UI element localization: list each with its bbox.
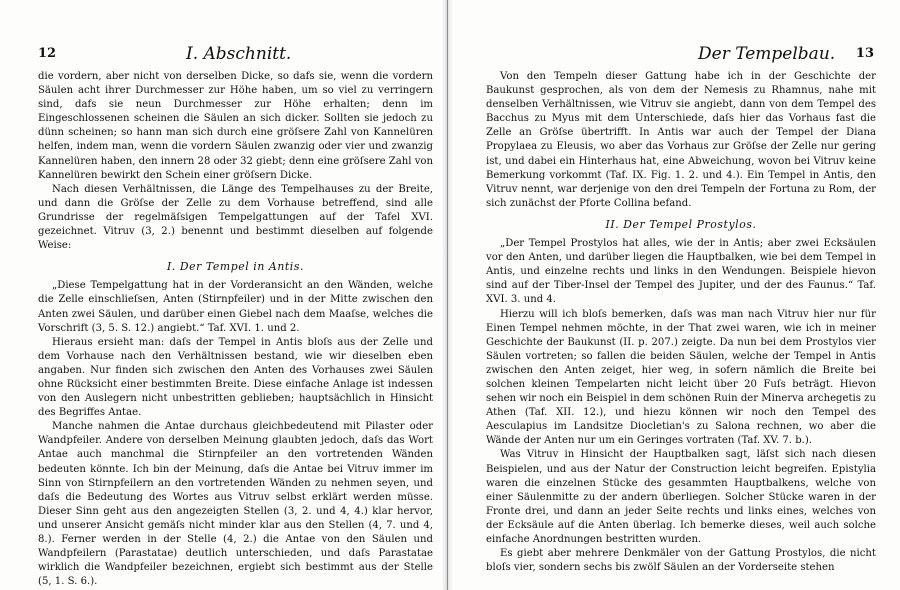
section-heading-tempel-in-antis: I. Der Tempel in Antis. [166, 260, 305, 274]
right-page [448, 0, 900, 590]
right-running-title: Der Tempelbau. [698, 44, 836, 64]
right-page-number: 13 [855, 46, 874, 61]
right-section-paragraph-2: Hierzu will ich bloſs bemerken, daſs was man nach Vitruv hier nur für Einen Tempel nehmen möchte, in der That zwei waren, wie ich in meiner Geschichte der Baukunst (II. p. 207.) zeigte. Da nun bei dem Prostylos vier Säulen vortreten; so fallen die beiden Säulen, welche der Tempel in Antis zwischen den Anten zeiget, hier weg, in sofern nämlich die Breite bei solchen kleinen Tempelarten nicht leicht über 20 Fuſs beträgt. Hievon sehen wir noch ein Beispiel in dem schönen Ruin der Minerva archegetis zu Athen (Taf. XII. 12.), und hiezu können wir noch den Tempel des Aesculapius im Landsitze Diocletian's zu Salona rechnen, wo aber die Wände der Anten nur um ein Geringes vortraten (Taf. XV. 7. b.). [486, 308, 876, 447]
right-section-paragraph-4: Es giebt aber mehrere Denkmäler von der Gattung Prostylos, die nicht bloſs vier, sondern sechs bis zwölf Säulen an der Vorderseite stehen [486, 548, 876, 574]
right-section-paragraph-1: „Der Tempel Prostylos hat alles, wie der in Antis; aber zwei Ecksäulen vor den Anten, und darüber liegen die Hauptbalken, wie bei dem Tempel in Antis, und einzelne rechts und links in den Wendungen. Beispiele hievon sind auf der Tiber-Insel der Tempel des Jupiter, und der des Faunus.“ Taf. XVI. 3. und 4. [486, 238, 876, 306]
left-page-body [38, 70, 433, 589]
left-page-number: 12 [38, 46, 57, 61]
right-section-paragraph-3: Was Vitruv in Hinsicht der Hauptbalken sagt, läſst sich nach diesen Beispielen, und aus der Natur der Construction leicht begreifen. Epistylia waren die einzelnen Stücke des gesammten Hauptbalkens, welche von einer Säulenmitte zu der andern überliegen. Solcher Stücke waren in der Fronte drei, und dann an jeder Seite rechts und links eines, welches von der Ecksäule auf die Anten überlag. Ich bemerke dieses, weil auch solche einfache Anordnungen bestritten wurden. [486, 449, 876, 545]
left-section-paragraph-1: „Diese Tempelgattung hat in der Vorderansicht an den Wänden, welche die Zelle einschlieſsen, Anten (Stirnpfeiler) und in der Mitte zwischen den Anten zwei Säulen, und darüber einen Giebel nach dem Maaſse, welches die Vorschrift (3, 5. S. 12.) angiebt.“ Taf. XVI. 1. und 2. [38, 280, 433, 334]
left-page [0, 0, 448, 590]
left-paragraph-1: die vordern, aber nicht von derselben Dicke, so dafs sie, wenn die vordern Säulen acht ihrer Durchmesser zur Höhe haben, um so viel zu verringern sind, dafs sie neun Durchmesser zur Höhe erhalten; denn im Eingeschlossenen scheinen die Säulen an sich dicker. Sollten sie jedoch zu dünn scheinen; so hann man sich durch eine gröſsere Zahl von Kannelüren helfen, indem man, wenn die vordern Säulen zwanzig oder vier und zwanzig Kannelüren haben, den innern 28 oder 32 giebt; denn eine gröſsere Zahl von Kannelüren bewirkt den Schein einer gröſsern Dicke. [38, 71, 434, 181]
right-page-header [486, 46, 876, 64]
left-paragraph-2: Nach diesen Verhältnissen, die Länge des Tempelhauses zu der Breite, und dann die Gröſse der Zelle zu dem Vorhause betreffend, sind alle Grundrisse der regelmäſsigen Tempelgattungen auf der Tafel XVI. gezeichnet. Vitruv (3, 2.) benennt und bestimmt dieselben auf folgende Weise: [38, 183, 433, 252]
right-paragraph-1: Von den Tempeln dieser Gattung habe ich in der Geschichte der Baukunst gesprochen, als von dem der Nemesis zu Rhamnus, nahe mit denselben Verhältnissen, wie Vitruv sie angiebt, dann von dem Tempel des Bacchus zu Myus mit dem Unterschiede, daſs hier das Vorhaus fast die Zelle an Gröſse übertrifft. In Antis war auch der Tempel der Diana Propylaea zu Eleusis, wo aber das Vorhaus zur Gröſse der Zelle nur gering ist, und dabei ein Hinterhaus hat, eine Abweichung, wovon bei Vitruv keine Bemerkung vorkommt (Taf. IX. Fig. 1. 2. und 4.). Ein Tempel in Antis, den Vitruv nennt, war derjenige von den drei Tempeln der Fortuna zu Rom, der sich zunächst der Pforte Collina befand. [486, 71, 876, 209]
left-page-header [38, 46, 433, 64]
section-heading-tempel-prostylos: II. Der Tempel Prostylos. [605, 217, 757, 231]
left-running-title: I. Abschnitt. [186, 44, 292, 64]
right-page-gutter-shadow [448, 0, 453, 590]
left-page-gutter-shadow [442, 0, 447, 590]
left-section-paragraph-2: Hieraus ersieht man: daſs der Tempel in Antis bloſs aus der Zelle und dem Vorhause nach den Verhältnissen bestand, wie wir dieselben eben angaben. Nur finden sich zwischen den Anten des Vorhauses zwei Säulen ohne Rücksicht einer bestimmten Breite. Diese einfache Anlage ist indessen von den Auslegern nicht unbestritten geblieben; hauptsächlich in Hinsicht des Begriffes Antae. [38, 336, 433, 419]
left-section-paragraph-3: Manche nahmen die Antae durchaus gleichbedeutend mit Pilaster oder Wandpfeiler. Andere von derselben Meinung glaubten jedoch, daſs das Wort Antae auch manchmal die Stirnpfeiler an den vortretenden Wänden bedeuten könnte. Ich bin der Meinung, daſs die Antae bei Vitruv immer im Sinn von Stirnpfeilern an den vortretenden Wänden zu nehmen seyen, und daſs die Bedeutung des Wortes aus Vitruv selbst erklärt werden müsse. Dieser Sinn geht aus den angezeigten Stellen (3, 2. und 4, 4.) klar hervor, und unserer Ansicht gemäſs nicht minder klar aus den Stellen (4, 7. und 4, 8.). Ferner werden in der Stelle (4, 2.) die Antae von den Säulen und Wandpfeilern (Parastatae) deutlich unterschieden, und daſs Parastatae wirklich die Wandpfeiler bezeichnen, ergiebt sich bestimmt aus der Stelle (5, 1. S. 6.). [38, 421, 433, 588]
right-page-body [486, 70, 876, 575]
